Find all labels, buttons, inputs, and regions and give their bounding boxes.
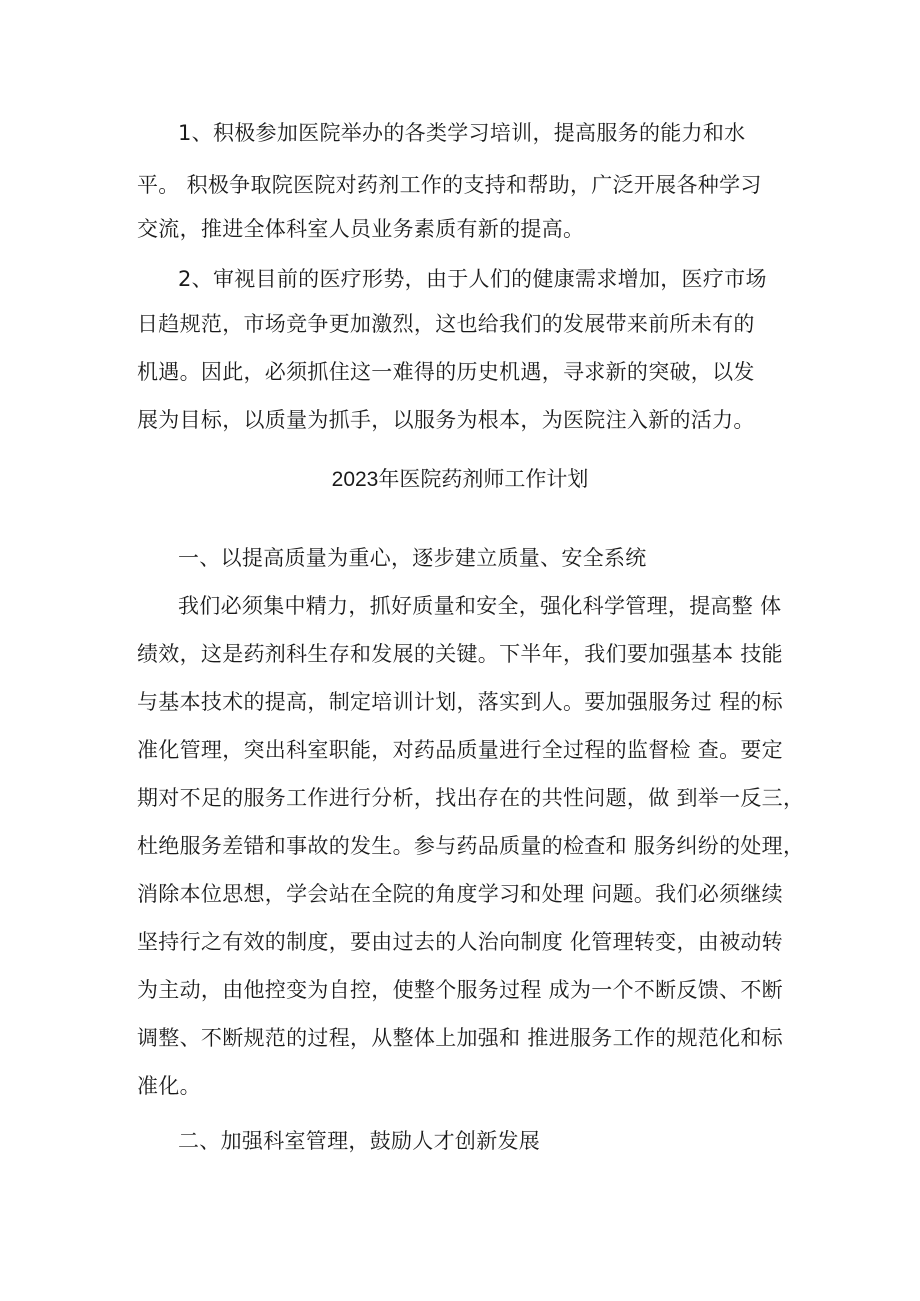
paragraph-1-line: 交流，推进全体科室人员业务素质有新的提高。 (137, 217, 585, 241)
section-1-line: 消除本位思想，学会站在全院的角度学习和处理 问题。我们必须继续 (137, 882, 783, 906)
section-1-line: 我们必须集中精力，抓好质量和安全，强化科学管理，提高整 体 (178, 594, 782, 618)
paragraph-2-line: 机遇。因此，必须抓住这一难得的历史机遇，寻求新的突破，以发 (137, 360, 755, 384)
paragraph-1-line: 平。 积极争取院医院对药剂工作的支持和帮助，广泛开展各种学习 (137, 173, 762, 197)
section-1-line: 期对不足的服务工作进行分析，找出存在的共性问题，做 到举一反三， (137, 786, 805, 810)
paragraph-2-line: 展为目标，以质量为抓手，以服务为根本，为医院注入新的活力。 (137, 408, 755, 432)
paragraph-2-line: 日趋规范，市场竞争更加激烈，这也给我们的发展带来前所未有的 (137, 312, 755, 336)
section-1-line: 调整、不断规范的过程，从整体上加强和 推进服务工作的规范化和标 (137, 1026, 783, 1050)
section-2-heading: 二、加强科室管理，鼓励人才创新发展 (178, 1129, 541, 1153)
section-1-line: 绩效，这是药剂科生存和发展的关键。下半年，我们要加强基本 技能 (137, 642, 783, 666)
document-title: 2023年医院药剂师工作计划 (331, 468, 589, 491)
section-1-line: 杜绝服务差错和事故的发生。参与药品质量的检查和 服务纠纷的处理， (137, 834, 805, 858)
paragraph-1-line: 1、积极参加医院举办的各类学习培训，提高服务的能力和水 (178, 121, 746, 145)
section-1-line: 坚持行之有效的制度，要由过去的人治向制度 化管理转变，由被动转 (137, 930, 783, 954)
paragraph-2-line: 2、审视目前的医疗形势，由于人们的健康需求增加，医疗市场 (178, 267, 767, 291)
section-1-line: 准化。 (137, 1074, 201, 1098)
section-1-line: 为主动，由他控变为自控，使整个服务过程 成为一个不断反馈、不断 (137, 978, 783, 1002)
section-1-line: 准化管理，突出科室职能，对药品质量进行全过程的监督检 查。要定 (137, 738, 783, 762)
section-1-heading: 一、以提高质量为重心，逐步建立质量、安全系统 (178, 546, 647, 570)
section-1-line: 与基本技术的提高，制定培训计划，落实到人。要加强服务过 程的标 (137, 690, 783, 714)
